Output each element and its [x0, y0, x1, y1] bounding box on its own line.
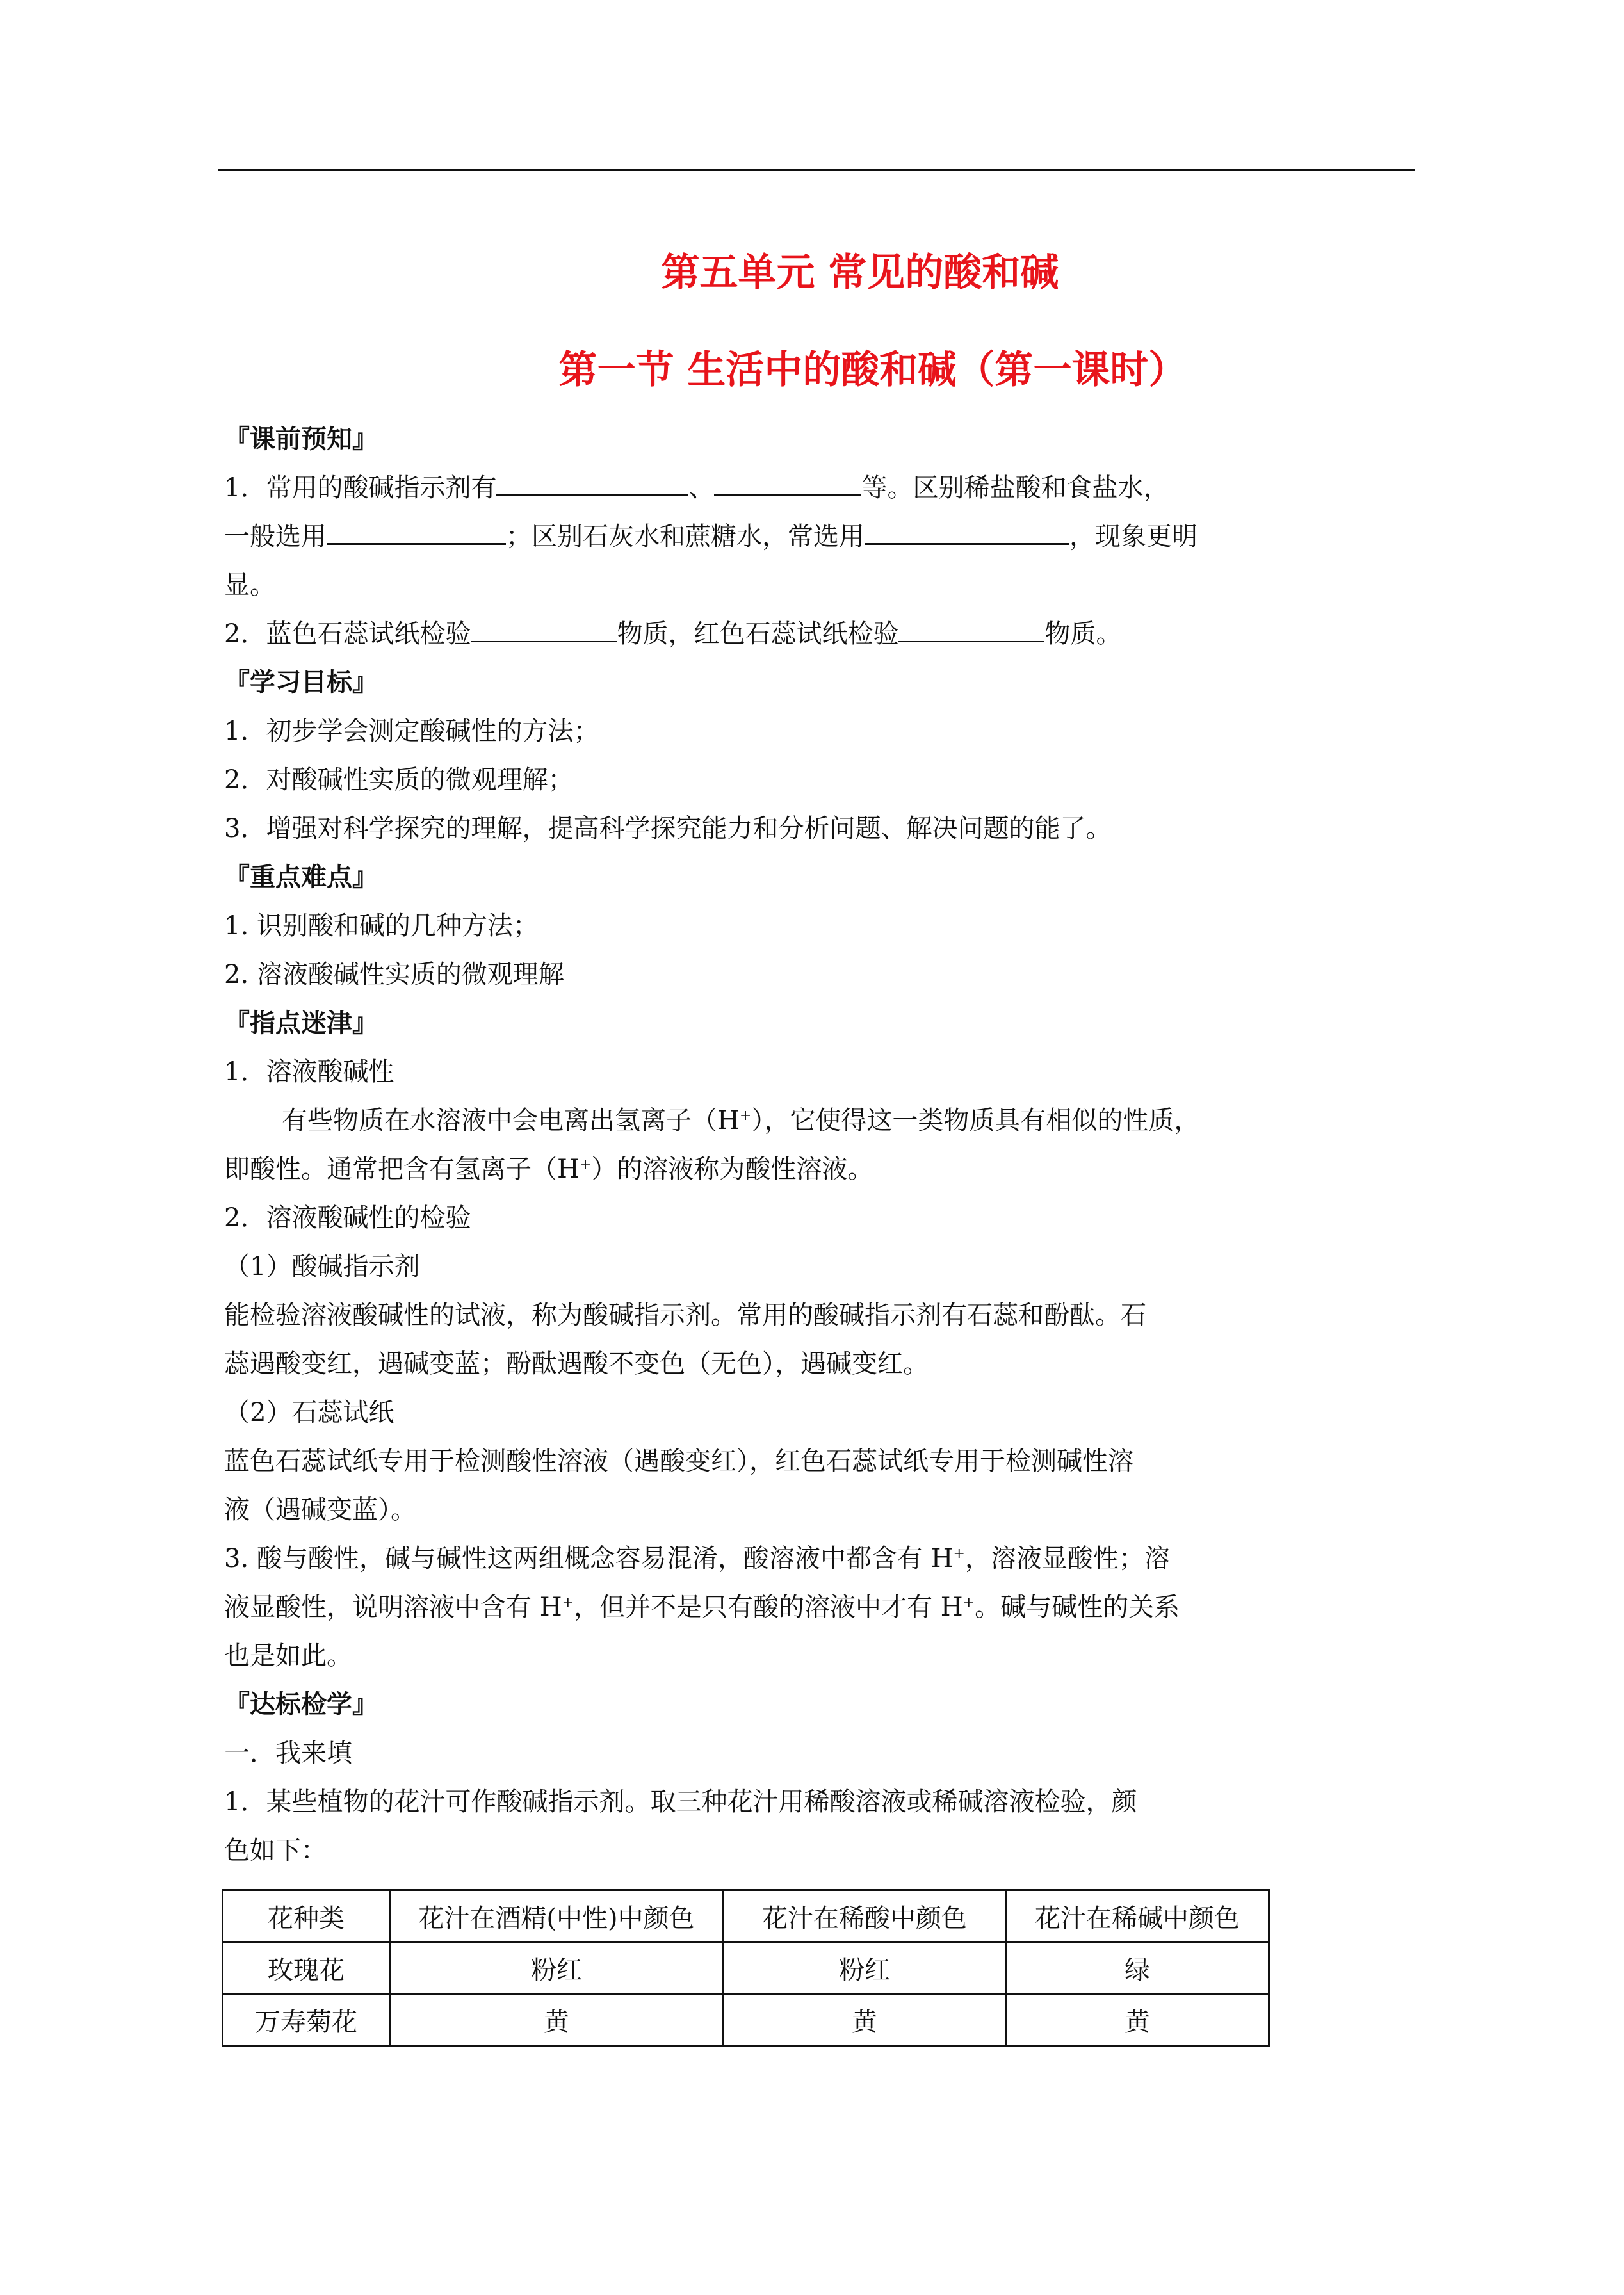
preview-q2: 2．蓝色石蕊试纸检验 物质，红色石蕊试纸检验 物质。	[224, 610, 1313, 658]
guide-h1: 1．溶液酸碱性	[224, 1057, 394, 1087]
table-cell: 黄	[390, 1994, 724, 2046]
test-q1-line2: 色如下：	[224, 1836, 327, 1865]
guide-s2: （2）石蕊试纸	[224, 1398, 394, 1427]
answer-blank[interactable]	[865, 517, 1069, 545]
table-row	[223, 1994, 1269, 2046]
guide-s1-p1: 能检验溶液酸碱性的试液，称为酸碱指示剂。常用的酸碱指示剂有石蕊和酚酞。石	[224, 1301, 1146, 1330]
unit-title: 第五单元 常见的酸和碱	[661, 250, 1059, 295]
table-cell: 黄	[1006, 1994, 1269, 2046]
preview-q1-line1: 1．常用的酸碱指示剂有 、 等。区别稀盐酸和食盐水，	[224, 464, 1313, 512]
answer-blank[interactable]	[327, 517, 506, 545]
guide-h2: 2．溶液酸碱性的检验	[224, 1203, 471, 1233]
goal-item: 1．初步学会测定酸碱性的方法；	[224, 717, 599, 746]
guide-heading: 『指点迷津』	[224, 1008, 378, 1038]
table-row	[223, 1942, 1269, 1994]
section-title: 第一节 生活中的酸和碱（第一课时）	[558, 348, 1187, 393]
answer-blank[interactable]	[471, 615, 617, 642]
answer-blank[interactable]	[496, 469, 688, 496]
table-cell: 绿	[1006, 1942, 1269, 1994]
preview-q1-line2: 一般选用 ；区别石灰水和蔗糖水，常选用 ，现象更明	[224, 512, 1313, 561]
table-cell: 黄	[724, 1994, 1006, 2046]
test-part: 一．我来填	[224, 1739, 352, 1768]
table-cell: 玫瑰花	[223, 1942, 390, 1994]
table-cell: 粉红	[390, 1942, 724, 1994]
guide-s1: （1）酸碱指示剂	[224, 1252, 420, 1281]
guide-h3-line3: 也是如此。	[224, 1641, 352, 1671]
header-rule	[218, 169, 1415, 171]
key-heading: 『重点难点』	[224, 862, 378, 892]
document-body	[224, 415, 1313, 1875]
table-header: 花汁在稀酸中颜色	[724, 1890, 1006, 1942]
guide-s1-p2: 蕊遇酸变红，遇碱变蓝；酚酞遇酸不变色（无色），遇碱变红。	[224, 1349, 929, 1379]
table-header: 花汁在稀碱中颜色	[1006, 1890, 1269, 1942]
answer-blank[interactable]	[714, 469, 861, 496]
table-cell: 粉红	[724, 1942, 1006, 1994]
table-header-row	[223, 1890, 1269, 1942]
guide-h3-line1: 3. 酸与酸性，碱与碱性这两组概念容易混淆，酸溶液中都含有 H+，溶液显酸性；溶	[224, 1544, 1170, 1573]
guide-p1-line2: 即酸性。通常把含有氢离子（H+）的溶液称为酸性溶液。	[224, 1155, 873, 1184]
table-cell: 万寿菊花	[223, 1994, 390, 2046]
guide-s2-p1: 蓝色石蕊试纸专用于检测酸性溶液（遇酸变红），红色石蕊试纸专用于检测碱性溶	[224, 1447, 1133, 1476]
preview-q1-line3: 显。	[224, 571, 275, 600]
guide-h3-line2: 液显酸性，说明溶液中含有 H+，但并不是只有酸的溶液中才有 H+。碱与碱性的关系	[224, 1593, 1180, 1622]
key-item: 1. 识别酸和碱的几种方法；	[224, 911, 539, 941]
test-heading: 『达标检学』	[224, 1689, 378, 1719]
table-header: 花汁在酒精(中性)中颜色	[390, 1890, 724, 1942]
answer-blank[interactable]	[898, 615, 1044, 642]
goals-heading: 『学习目标』	[224, 667, 378, 697]
flower-color-table	[222, 1889, 1270, 2047]
goal-item: 3．增强对科学探究的理解，提高科学探究能力和分析问题、解决问题的能了。	[224, 814, 1112, 843]
table-header: 花种类	[223, 1890, 390, 1942]
guide-p1-line1: 有些物质在水溶液中会电离出氢离子（H+），它使得这一类物质具有相似的性质，	[282, 1106, 1200, 1135]
test-q1-line1: 1．某些植物的花汁可作酸碱指示剂。取三种花汁用稀酸溶液或稀碱溶液检验，颜	[224, 1787, 1137, 1817]
key-item: 2. 溶液酸碱性实质的微观理解	[224, 960, 564, 989]
goal-item: 2．对酸碱性实质的微观理解；	[224, 765, 574, 795]
preview-heading: 『课前预知』	[224, 424, 378, 454]
guide-s2-p2: 液（遇碱变蓝）。	[224, 1495, 416, 1525]
